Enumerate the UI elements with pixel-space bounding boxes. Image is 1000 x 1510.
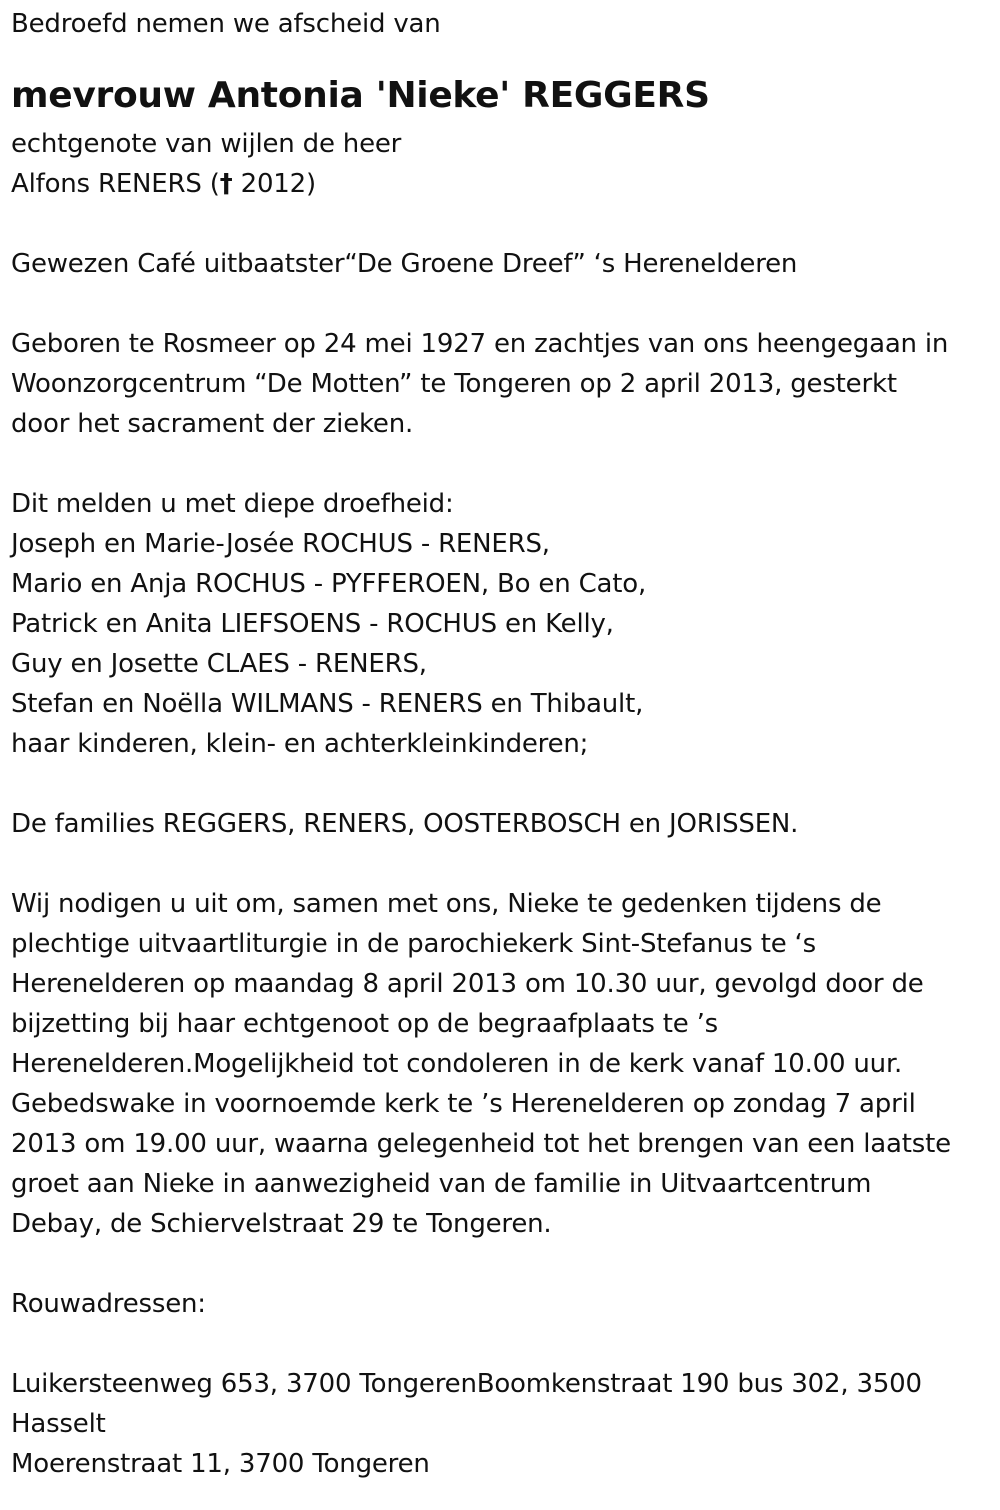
occupation-text: Gewezen Café uitbaatster“De Groene Dreef” ‘s Herenelderen xyxy=(11,249,798,279)
funeral-line: Herenelderen op maandag 8 april 2013 om 10.30 uur, gevolgd door de xyxy=(11,969,924,999)
spouse-name: Alfons RENERS ( xyxy=(11,169,220,199)
family-line: Joseph en Marie-Josée ROCHUS - RENERS, xyxy=(11,529,550,559)
address-line: Luikersteenweg 653, 3700 TongerenBoomkenstraat 190 bus 302, 3500 xyxy=(11,1369,922,1399)
spouse-name-line xyxy=(11,164,986,204)
funeral-line: Wij nodigen u uit om, samen met ons, Nieke te gedenken tijdens de xyxy=(11,889,882,919)
funeral-line: Debay, de Schiervelstraat 29 te Tongeren. xyxy=(11,1209,552,1239)
address-line: Moerenstraat 11, 3700 Tongeren xyxy=(11,1449,430,1479)
funeral-line: Gebedswake in voornoemde kerk te ’s Herenelderen op zondag 7 april xyxy=(11,1089,916,1119)
birth-line: Geboren te Rosmeer op 24 mei 1927 en zachtjes van ons heengegaan in xyxy=(11,329,949,359)
birth-line: door het sacrament der zieken. xyxy=(11,409,414,439)
obituary-document xyxy=(11,4,986,1484)
family-line: Guy en Josette CLAES - RENERS, xyxy=(11,649,427,679)
address-line: Hasselt xyxy=(11,1409,106,1439)
funeral-line: plechtige uitvaartliturgie in de parochiekerk Sint-Stefanus te ‘s xyxy=(11,929,816,959)
intro-text: Bedroefd nemen we afscheid van xyxy=(11,9,441,39)
deceased-name: mevrouw Antonia 'Nieke' REGGERS xyxy=(11,75,710,116)
funeral-line: Herenelderen.Mogelijkheid tot condoleren in de kerk vanaf 10.00 uur. xyxy=(11,1049,903,1079)
funeral-line: groet aan Nieke in aanwezigheid van de familie in Uitvaartcentrum xyxy=(11,1169,872,1199)
family-line: Stefan en Noëlla WILMANS - RENERS en Thibault, xyxy=(11,689,644,719)
cross-icon: † xyxy=(219,169,233,199)
funeral-line: 2013 om 19.00 uur, waarna gelegenheid tot het brengen van een laatste xyxy=(11,1129,951,1159)
families-text: De families REGGERS, RENERS, OOSTERBOSCH en JORISSEN. xyxy=(11,809,799,839)
address-heading: Rouwadressen: xyxy=(11,1289,206,1319)
family-line: haar kinderen, klein- en achterkleinkinderen; xyxy=(11,729,589,759)
birth-line: Woonzorgcentrum “De Motten” te Tongeren op 2 april 2013, gesterkt xyxy=(11,369,897,399)
family-line: Patrick en Anita LIEFSOENS - ROCHUS en Kelly, xyxy=(11,609,614,639)
spouse-death-year: 2012) xyxy=(232,169,316,199)
announcement-intro: Dit melden u met diepe droefheid: xyxy=(11,489,454,519)
funeral-line: bijzetting bij haar echtgenoot op de begraafplaats te ’s xyxy=(11,1009,718,1039)
spouse-text: echtgenote van wijlen de heer xyxy=(11,129,402,159)
family-line: Mario en Anja ROCHUS - PYFFEROEN, Bo en Cato, xyxy=(11,569,647,599)
